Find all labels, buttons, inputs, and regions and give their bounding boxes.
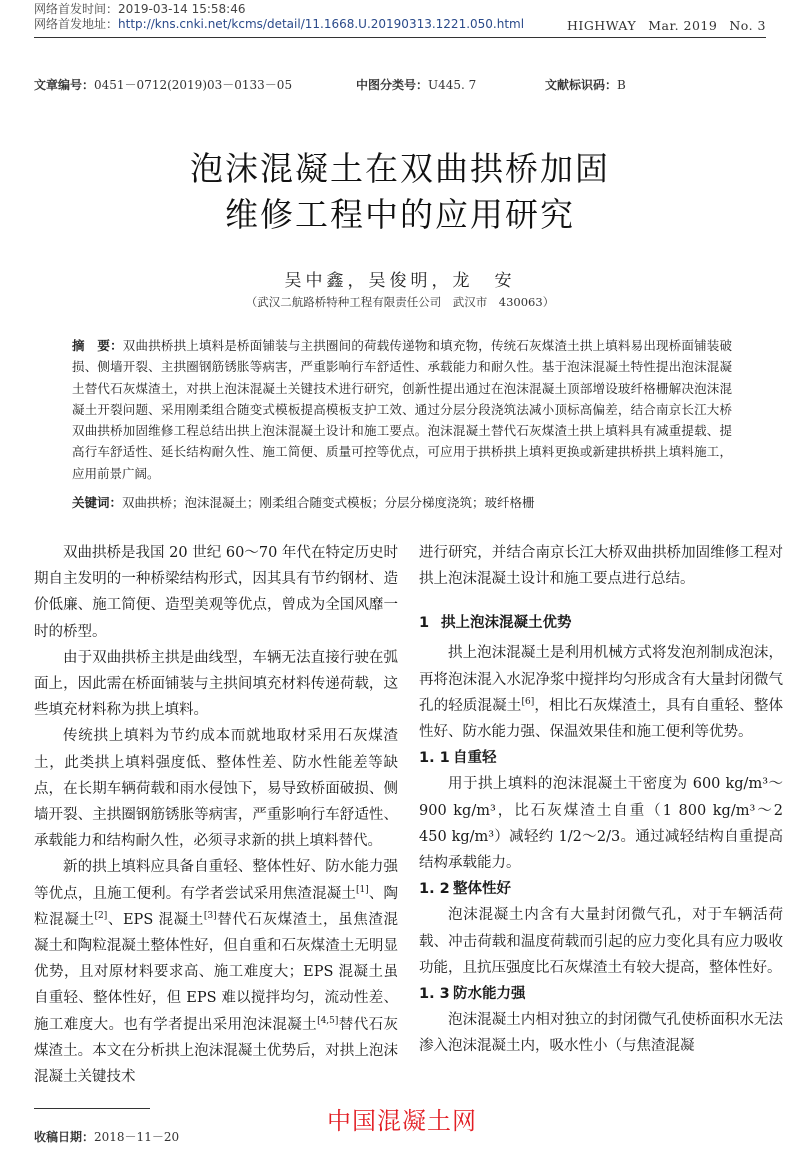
journal-date: Mar. 2019 (648, 18, 718, 33)
paragraph: 用于拱上填料的泡沫混凝土干密度为 600 kg/m³～900 kg/m³，比石灰煤渣土自重（1 800 kg/m³～2 450 kg/m³）减轻约 1/2～2/3。通过减轻结构自重提高结构承载能力。 (419, 776, 783, 872)
title-line-1: 泡沫混凝土在双曲拱桥加固 (190, 149, 610, 188)
watermark-logo-text: 中国混凝土网 (327, 1107, 477, 1135)
paragraph: 双曲拱桥是我国 20 世纪 60～70 年代在特定历史时期自主发明的一种桥梁结构形式，因其具有节约钢材、造价低廉、施工简便、造型美观等优点，曾成为全国风靡一时的桥型。 (34, 545, 398, 640)
paragraph: 进行研究，并结合南京长江大桥双曲拱桥加固维修工程对拱上泡沫混凝土设计和施工要点进行总结。 (419, 545, 783, 588)
article-number: 文章编号：0451－0712(2019)03－0133－05 (34, 78, 293, 92)
net-first-time: 网络首发时间：2019-03-14 15:58:46 (34, 2, 246, 16)
abstract (72, 335, 732, 484)
classification-number: 中图分类号：U445. 7 (356, 78, 477, 92)
paragraph: 新的拱上填料应具备自重轻、整体性好、防水能力强等优点，且施工便利。有学者尝试采用焦渣混凝土[1]、陶粒混凝土[2]、EPS 混凝土[3]替代石灰煤渣土，虽焦渣混凝土和陶粒混凝土整体性好，但自重和石灰煤渣土无明显优势，且对原材料要求高、施工难度大；EPS 混凝土虽自重轻、整体性好，但 EPS 难以搅拌均匀，流动性差、施工难度大。也有学者提出采用泡沫混凝土[4,5]替代石灰煤渣土。本文在分析拱上泡沫混凝土优势后，对拱上泡沫混凝土关键技术 (34, 859, 399, 1086)
affiliation: （武汉二航路桥特种工程有限责任公司 武汉市 430063） (245, 295, 555, 309)
paper-title (0, 146, 800, 238)
abstract-label: 摘 要： (72, 338, 123, 353)
paragraph: 传统拱上填料为节约成本而就地取材采用石灰煤渣土，此类拱上填料强度低、整体性差、防水性能差等缺点，在长期车辆荷载和雨水侵蚀下，易导致桥面破损、侧墙开裂、主拱圈钢筋锈胀等病害，严重影响行车舒适性、承载能力和结构耐久性，必须寻求新的拱上填料替代。 (34, 728, 398, 850)
citation[interactable]: [2] (94, 911, 108, 922)
body-column-right (419, 540, 783, 1060)
section-heading: 1 拱上泡沫混凝土优势 (419, 615, 572, 632)
paragraph: 泡沫混凝土内含有大量封闭微气孔，对于车辆活荷载、冲击荷载和温度荷载而引起的应力变化具有应力吸收功能，且抗压强度比石灰煤渣土有较大提高，整体性好。 (419, 907, 783, 976)
citation[interactable]: [3] (203, 911, 217, 922)
keywords-label: 关键词： (72, 495, 123, 510)
net-first-address: 网络首发地址：http://kns.cnki.net/kcms/detail/11.1668.U.20190313.1221.050.html (34, 17, 525, 31)
paragraph: 泡沫混凝土内相对独立的封闭微气孔使桥面积水无法渗入泡沫混凝土内，吸水性小（与焦渣混凝 (419, 1012, 783, 1055)
subsection-heading: 1. 1 自重轻 (419, 750, 497, 767)
paragraph: 拱上泡沫混凝土是利用机械方式将发泡剂制成泡沫，再将泡沫混入水泥净浆中搅拌均匀形成含有大量封闭微气孔的轻质混凝土[6]，相比石灰煤渣土，具有自重轻、整体性好、防水能力强、保温效果佳和施工便利等优势。 (419, 645, 784, 741)
footnote-rule (34, 1108, 150, 1109)
authors: 吴中鑫，吴俊明，龙 安 (284, 271, 516, 291)
citation[interactable]: [6] (521, 696, 535, 707)
net-address-link[interactable]: http://kns.cnki.net/kcms/detail/11.1668.U.20190313.1221.050.html (118, 17, 525, 31)
paragraph: 由于双曲拱桥主拱是曲线型，车辆无法直接行驶在弧面上，因此需在桥面铺装与主拱间填充材料传递荷载，这些填充材料称为拱上填料。 (34, 649, 398, 719)
body-column-left (34, 540, 398, 1090)
citation[interactable]: [1] (355, 884, 369, 895)
keywords-text: 双曲拱桥；泡沫混凝土；刚柔组合随变式模板；分层分梯度浇筑；玻纤格栅 (122, 495, 535, 510)
keywords (72, 493, 732, 511)
abstract-text: 双曲拱桥拱上填料是桥面铺装与主拱圈间的荷载传递物和填充物，传统石灰煤渣土拱上填料易出现桥面铺装破损、侧墙开裂、主拱圈钢筋锈胀等病害，严重影响行车舒适性、承载能力和耐久性。基于泡沫混凝土特性提出泡沫混凝土替代石灰煤渣土，对拱上泡沫混凝土关键技术进行研究，创新性提出通过在泡沫混凝土顶部增设玻纤格栅解决泡沫混凝土开裂问题、采用刚柔组合随变式模板提高模板支护工效、通过分层分段浇筑法减小顶标高偏差，结合南京长江大桥双曲拱桥加固维修工程总结出拱上泡沫混凝土设计和施工要点。泡沫混凝土替代石灰煤渣土拱上填料具有减重提载、提高行车舒适性、延长结构耐久性、施工简便、质量可控等优点，可应用于拱桥拱上填料更换或新建拱桥拱上填料施工，应用前景广阔。 (72, 338, 732, 481)
journal-issue: No. 3 (729, 18, 766, 33)
subsection-heading: 1. 3 防水能力强 (419, 986, 526, 1003)
received-date: 收稿日期：2018－11－20 (34, 1130, 180, 1144)
subsection-heading: 1. 2 整体性好 (419, 881, 511, 898)
journal-name: HIGHWAY (566, 18, 637, 33)
document-code: 文献标识码：B (545, 78, 626, 92)
journal-running-head (555, 18, 766, 33)
title-line-2: 维修工程中的应用研究 (225, 195, 575, 234)
citation[interactable]: [4,5] (317, 1015, 339, 1026)
header-rule (34, 37, 766, 38)
